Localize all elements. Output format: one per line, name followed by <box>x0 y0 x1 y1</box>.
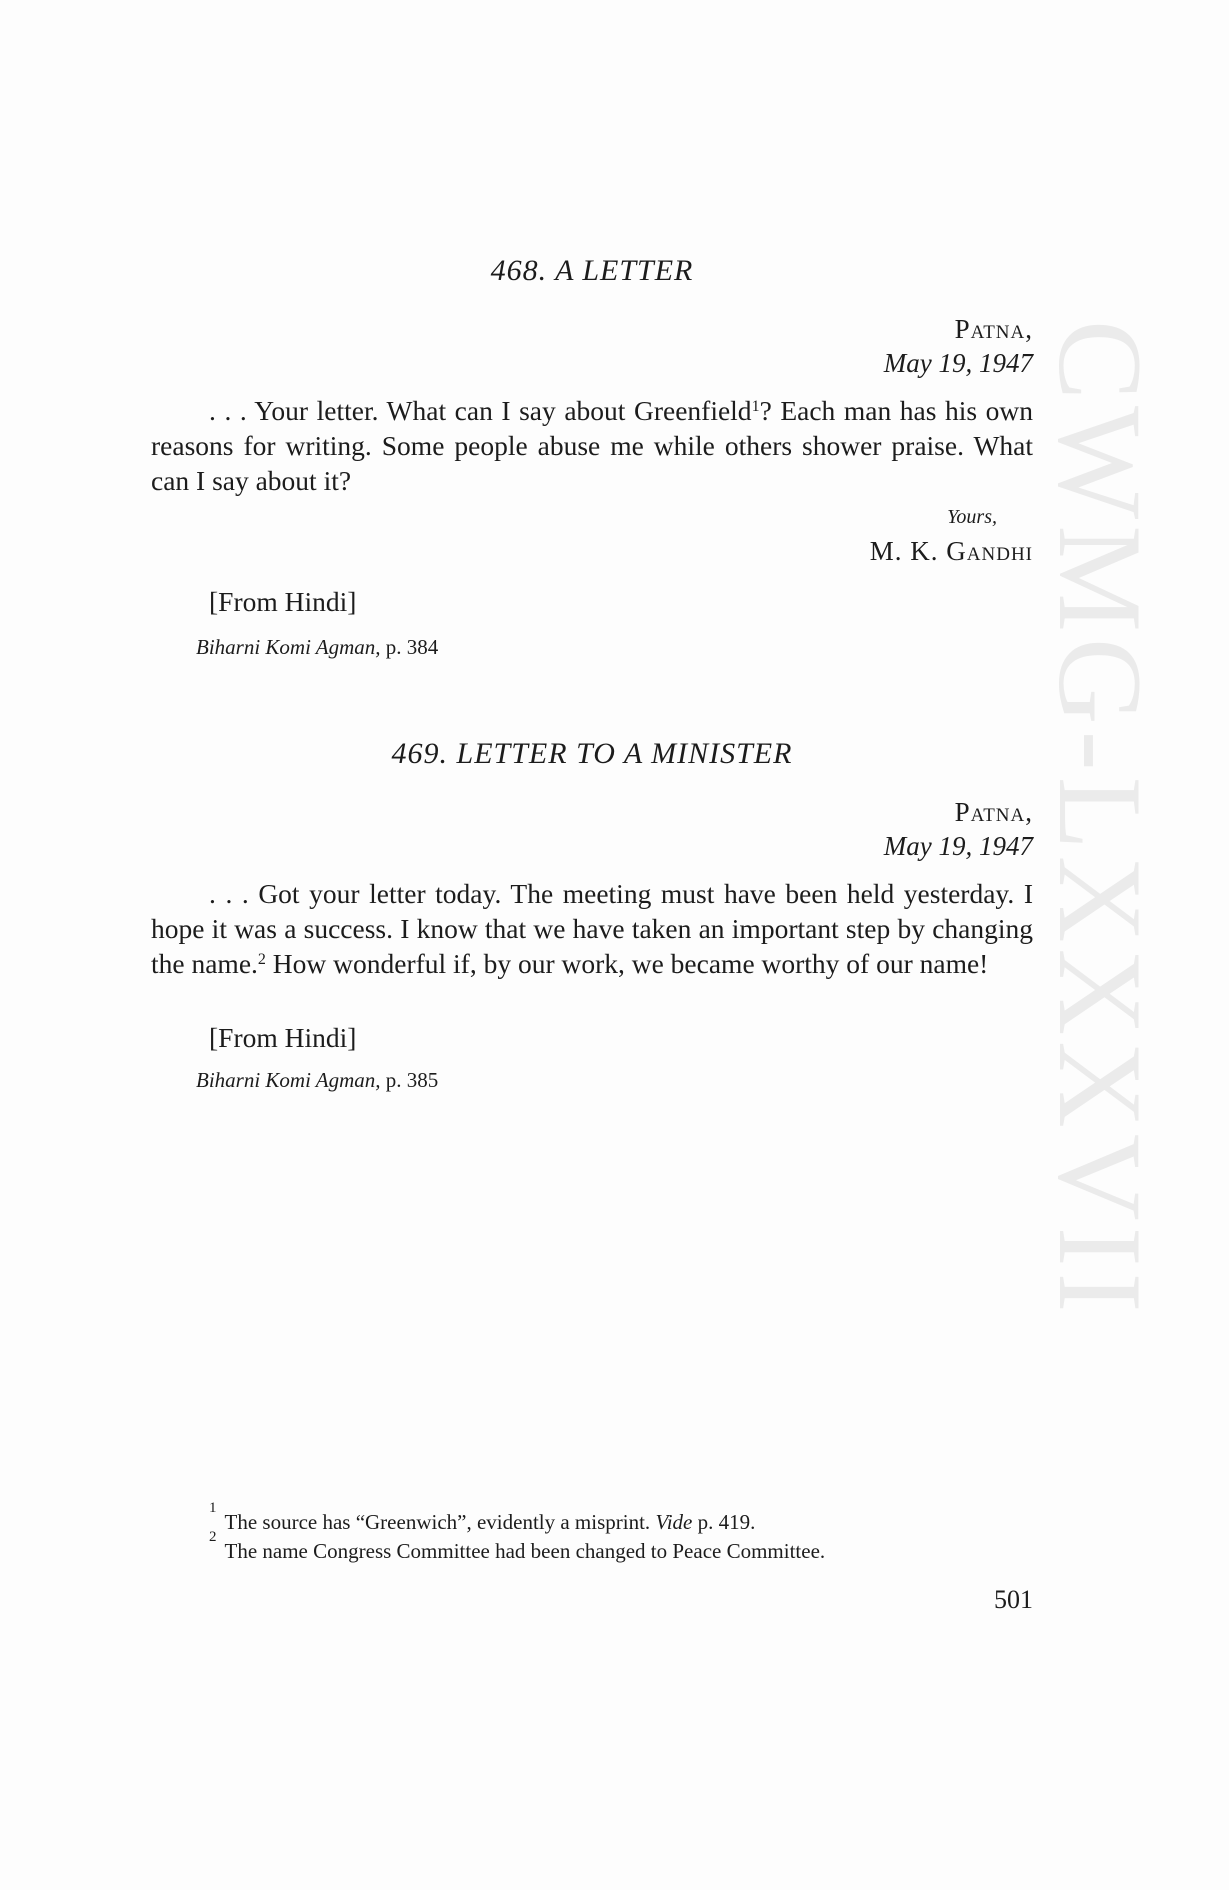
footnote-vide: Vide <box>655 1510 693 1534</box>
date-469: May 19, 1947 <box>883 831 1033 861</box>
place-469: Patna, <box>954 797 1033 827</box>
footnote-1 <box>151 1500 1033 1537</box>
closing: Yours, <box>947 506 997 528</box>
signature: M. K. Gandhi <box>869 536 1033 566</box>
footnote-ref-2: 2 <box>257 951 266 968</box>
source-page: p. 385 <box>385 1068 439 1092</box>
footnote-text-main: The source has “Greenwich”, evidently a misprint. <box>224 1510 656 1534</box>
footnote-ref-1: 1 <box>751 398 760 415</box>
document-title-468: 468. A LETTER <box>490 254 694 287</box>
source-468 <box>196 635 438 660</box>
date-468: May 19, 1947 <box>883 348 1033 378</box>
body-text-part1: . . . Your letter. What can I say about Greenfield <box>209 395 752 426</box>
footnote-vide-page: p. 419. <box>692 1510 756 1534</box>
place-468: Patna, <box>954 314 1033 344</box>
footnote-text: The name Congress Committee had been changed to Peace Committee. <box>224 1539 826 1563</box>
letter-body-469 <box>151 876 1033 981</box>
footnote-marker: 2 <box>209 1529 217 1545</box>
source-book: Biharni Komi Agman, <box>196 1068 381 1092</box>
letter-body-468 <box>151 393 1033 498</box>
document-title-469: 469. LETTER TO A MINISTER <box>391 737 793 770</box>
footnote-marker: 1 <box>209 1500 217 1516</box>
page-number: 501 <box>994 1585 1033 1614</box>
from-hindi-468: [From Hindi] <box>209 586 357 617</box>
source-469 <box>196 1068 438 1093</box>
footnote-text <box>225 1508 756 1537</box>
watermark: CWMG-LXXXVII <box>1034 320 1167 1319</box>
source-page: p. 384 <box>385 635 439 659</box>
footnote-2 <box>151 1529 1033 1566</box>
footnotes <box>151 1500 1033 1566</box>
source-book: Biharni Komi Agman, <box>196 635 381 659</box>
body-text-part1: . . . Got your letter today. The meeting must have been held yesterday. I hope it was a success. I know that we have taken an important step by changing the name. <box>151 878 1033 979</box>
body-text-part2: ? Each man has his own reasons for writing. Some people abuse me while others shower praise. What can I say about it? <box>151 395 1034 496</box>
body-text-part2: How wonderful if, by our work, we became worthy of our name! <box>265 948 989 979</box>
from-hindi-469: [From Hindi] <box>209 1022 357 1053</box>
